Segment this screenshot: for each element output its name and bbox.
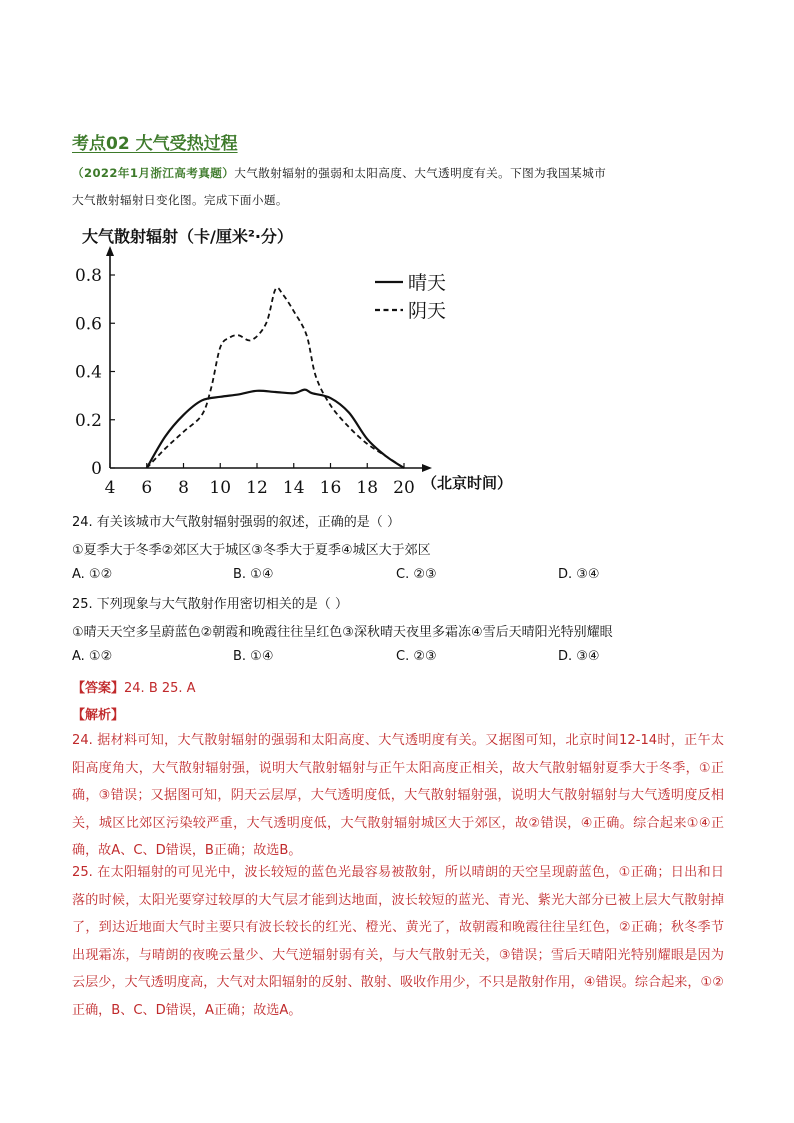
chart-axes (106, 246, 432, 472)
y-tick-label: 0.6 (74, 314, 102, 335)
q24-option-d[interactable]: D. ③④ (558, 567, 600, 582)
y-tick-label: 0.4 (74, 362, 102, 383)
answer-line (72, 677, 196, 696)
x-tick-label: 18 (356, 478, 379, 497)
scattered-radiation-chart (70, 222, 530, 497)
y-axis-title: 大气散射辐射（卡/厘米²·分） (82, 227, 293, 246)
section-title: 考点02 大气受热过程 (72, 134, 238, 154)
analysis-label: 【解析】 (72, 708, 125, 723)
q25-option-d[interactable]: D. ③④ (558, 649, 600, 664)
y-tick-label: 0.2 (74, 410, 102, 431)
intro-line-1 (72, 160, 722, 186)
q24-option-a[interactable]: A. ①② (72, 567, 113, 582)
x-tick-label: 14 (282, 478, 305, 497)
x-axis-title: （北京时间） (422, 474, 513, 492)
q25-statements: ①晴天天空多呈蔚蓝色②朝霞和晚霞往往呈红色③深秋晴天夜里多霜冻④雪后天晴阳光特别耀眼 (72, 625, 613, 640)
y-axis-arrow (106, 246, 114, 256)
question-source: （2022年1月浙江高考真题） (72, 166, 235, 180)
y-tick-label: 0.8 (74, 266, 102, 286)
answer-text: 24. B 25. A (124, 681, 196, 696)
series-line-2 (147, 288, 404, 468)
x-tick-label: 16 (319, 478, 342, 497)
chart-ticks (75, 266, 415, 497)
legend-label-1: 晴天 (408, 272, 447, 294)
analysis-25: 25. 在太阳辐射的可见光中，波长较短的蓝色光最容易被散射，所以晴朗的天空呈现蔚蓝色，①正确；日出和日落的时候，太阳光要穿过较厚的大气层才能到达地面，波长较短的蓝光、青光、紫光大部分已被上层大气散射掉了，到达近地面大气时主要只有波长较长的红光、橙光、黄光了，故朝霞和晚霞往往呈红色，②正确；秋冬季节出现霜冻，与晴朗的夜晚云量少、大气逆辐射弱有关，与大气散射无关，③错误；雪后天晴阳光特别耀眼是因为云层少，大气透明度高，大气对太阳辐射的反射、散射、吸收作用少，不只是散射作用，④错误。综合起来，①②正确，B、C、D错误，A正确；故选A。 (72, 865, 724, 1018)
analysis-24: 24. 据材料可知，大气散射辐射的强弱和太阳高度、大气透明度有关。又据图可知，北京时间12-14时，正午太阳高度角大，大气散射辐射强，说明大气散射辐射与正午太阳高度正相关，故大气散射辐射夏季大于冬季，①正确，③错误；又据图可知，阴天云层厚，大气透明度低，大气散射辐射强，说明大气散射辐射与大气透明度反相关，城区比郊区污染较严重，大气透明度低，大气散射辐射城区大于郊区，故②错误，④正确。综合起来①④正确，故A、C、D错误，B正确；故选B。 (72, 733, 724, 858)
x-axis-arrow (422, 464, 432, 472)
q24-statements: ①夏季大于冬季②郊区大于城区③冬季大于夏季④城区大于郊区 (72, 543, 431, 558)
q25-stem: 25. 下列现象与大气散射作用密切相关的是（ ） (72, 597, 348, 612)
q24-stem: 24. 有关该城市大气散射辐射强弱的叙述，正确的是（ ） (72, 515, 400, 530)
intro-line-2: 大气散射辐射日变化图。完成下面小题。 (72, 193, 288, 207)
q25-option-c[interactable]: C. ②③ (396, 649, 437, 664)
x-tick-label: 20 (393, 478, 415, 497)
y-tick-label: 0 (91, 459, 102, 479)
x-tick-label: 12 (246, 478, 268, 497)
q24-option-b[interactable]: B. ①④ (233, 567, 274, 582)
q25-option-a[interactable]: A. ①② (72, 649, 113, 664)
series-line-1 (147, 390, 404, 468)
chart-legend (375, 272, 446, 322)
answer-label: 【答案】 (72, 681, 125, 696)
q25-option-b[interactable]: B. ①④ (233, 649, 274, 664)
intro-text-1: 大气散射辐射的强弱和太阳高度、大气透明度有关。下图为我国某城市 (234, 166, 607, 180)
q24-option-c[interactable]: C. ②③ (396, 567, 437, 582)
chart-series (147, 288, 404, 468)
legend-label-2: 阴天 (408, 300, 447, 322)
x-tick-label: 10 (209, 478, 232, 497)
x-tick-label: 4 (104, 478, 116, 497)
x-tick-label: 6 (141, 478, 153, 497)
x-tick-label: 8 (178, 478, 189, 497)
